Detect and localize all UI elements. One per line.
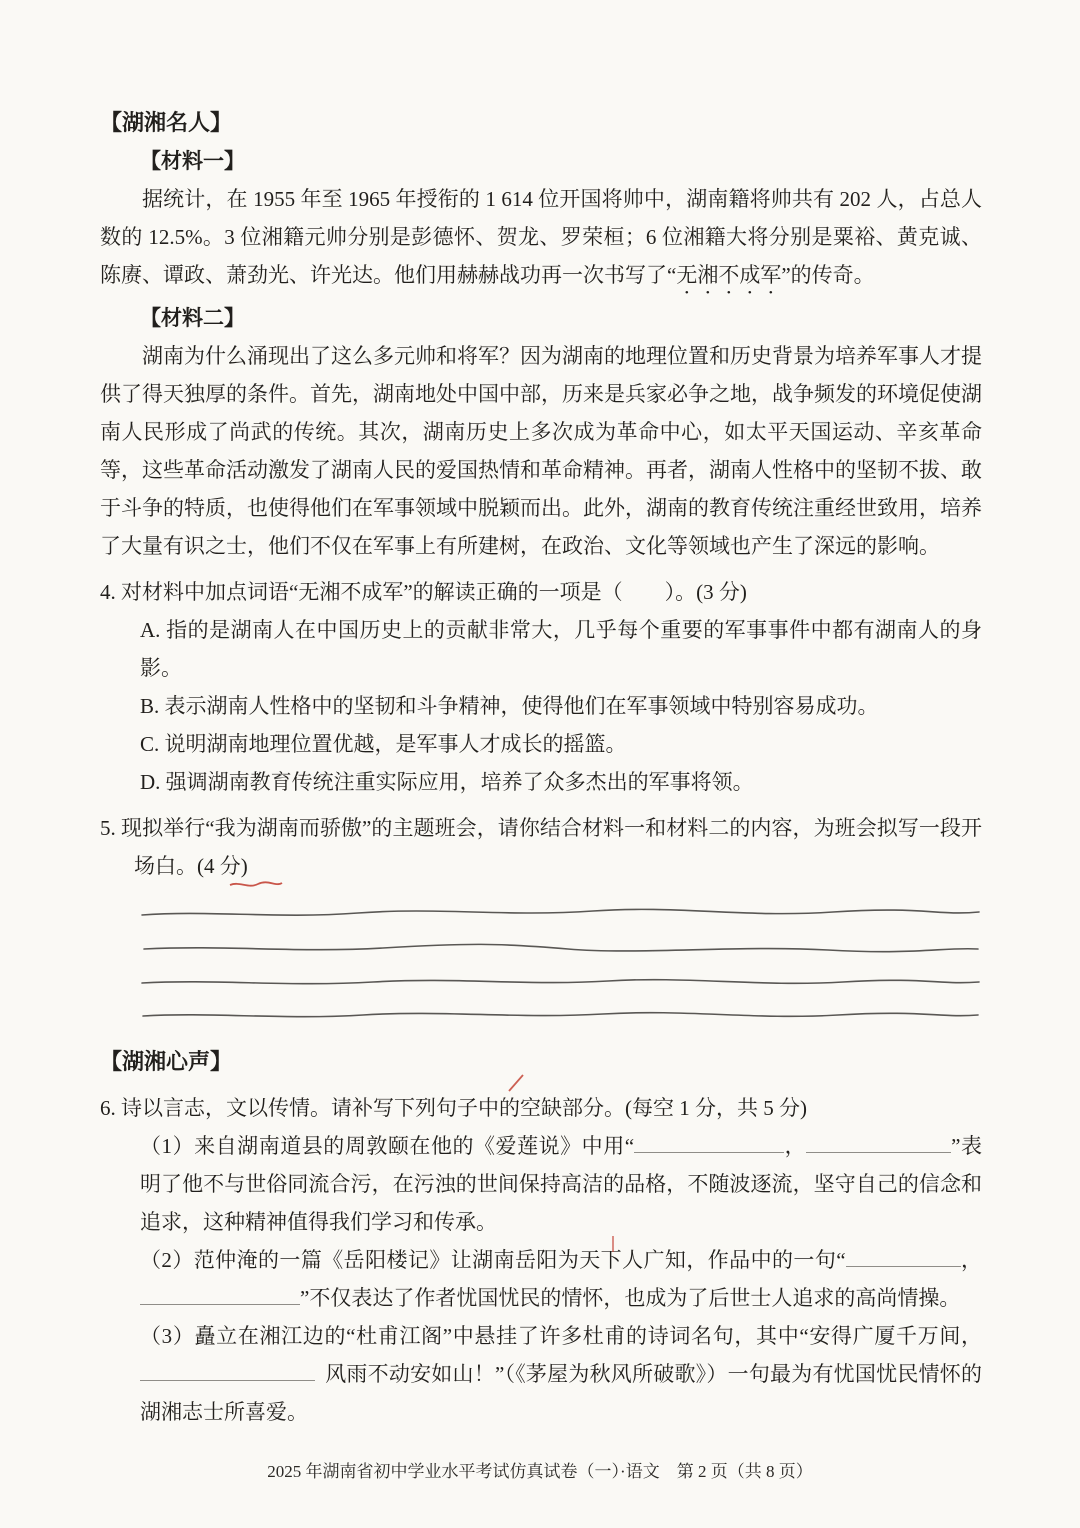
question-4-option-d: D. 强调湖南教育传统注重实际应用，培养了众多杰出的军事将领。 (140, 770, 754, 794)
question-4-stem: 4. 对材料中加点词语“无湘不成军”的解读正确的一项是（ ）。(3 分) (100, 580, 747, 604)
question-4-option-b: B. 表示湖南人性格中的坚韧和斗争精神，使得他们在军事领域中特别容易成功。 (140, 694, 879, 718)
item3-text-post: 风雨不动安如山！”（《茅屋为秋风所破歌》）一句最为有忧国忧民情怀的湖湘志士所喜爱。 (140, 1362, 982, 1424)
question-6-item-3 (140, 1317, 982, 1431)
fill-in-blank (846, 1247, 961, 1267)
fill-in-blank (806, 1133, 951, 1153)
emphasized-phrase: 无湘不成军 (676, 263, 782, 287)
material2-paragraph: 湖南为什么涌现出了这么多元帅和将军？因为湖南的地理位置和历史背景为培养军事人才提供了得天独厚的条件。首先，湖南地处中国中部，历来是兵家必争之地，战争频发的环境促使湖南人民形成了尚武的传统。其次，湖南历史上多次成为革命中心，如太平天国运动、辛亥革命等，这些革命活动激发了湖南人民的爱国热情和革命精神。再者，湖南人性格中的坚韧不拔、敢于斗争的特质，也使得他们在军事领域中脱颖而出。此外，湖南的教育传统注重经世致用，培养了大量有识之士，他们不仅在军事上有所建树，在政治、文化等领域也产生了深远的影响。 (100, 344, 982, 558)
item2-separator: ， (960, 1248, 982, 1272)
fill-in-blank (140, 1361, 315, 1381)
material2-heading: 【材料二】 (140, 306, 245, 330)
question-4-option-c: C. 说明湖南地理位置优越，是军事人才成长的摇篮。 (140, 732, 627, 756)
page-footer: 2025 年湖南省初中学业水平考试仿真试卷（一）·语文 第 2 页（共 8 页） (267, 1462, 813, 1481)
item2-text-post: ”不仅表达了作者忧国忧民的情怀，也成为了后世士人追求的高尚情操。 (300, 1286, 961, 1310)
item1-text-pre: （1）来自湖南道县的周敦颐在他的《爱莲说》中用“ (140, 1134, 635, 1158)
item3-text-pre: （3）矗立在湘江边的“杜甫江阁”中悬挂了许多杜甫的诗词名句，其中“安得广厦千万间， (140, 1324, 982, 1348)
fill-in-blank (140, 1285, 300, 1305)
handwritten-answer-lines (138, 899, 982, 1033)
question-4-option-a: A. 指的是湖南人在中国历史上的贡献非常大，几乎每个重要的军事事件中都有湖南人的身影。 (140, 618, 982, 680)
item2-text-pre: （2）范仲淹的一篇《岳阳楼记》让湖南岳阳为天下人广知，作品中的一句“ (140, 1248, 846, 1272)
question-5-stem: 5. 现拟举行“我为湖南而骄傲”的主题班会，请你结合材料一和材料二的内容，为班会拟写一段开场白。(4 分) (100, 816, 982, 878)
item1-text-post: ”表明了他不与世俗同流合污，在污浊的世间保持高洁的品格，不随波逐流，坚守自己的信念和追求，这种精神值得我们学习和传承。 (140, 1134, 983, 1234)
page-content (100, 104, 982, 1431)
material1-paragraph (100, 180, 982, 299)
material1-text-after: ”的传奇。 (781, 263, 875, 287)
material1-heading: 【材料一】 (140, 149, 245, 173)
fill-in-blank (634, 1133, 784, 1153)
section-heading-huxiang-mingren: 【湖湘名人】 (100, 110, 233, 135)
question-6-stem: 6. 诗以言志，文以传情。请补写下列句子中的空缺部分。(每空 1 分，共 5 分) (100, 1096, 807, 1120)
material1-text-before: 据统计，在 1955 年至 1965 年授衔的 1 614 位开国将帅中，湖南籍将帅共有 202 人，占总人数的 12.5%。3 位湘籍元帅分别是彭德怀、贺龙、罗荣桓；6 位湘籍大将分别是粟裕、黄克诚、陈赓、谭政、萧劲光、许光达。他们用赫赫战功再一次书写了“ (100, 187, 982, 287)
answer-line-strokes (138, 899, 983, 1033)
question-6-item-1 (140, 1127, 982, 1241)
item1-separator: ， (784, 1134, 807, 1158)
question-6-item-2 (140, 1241, 982, 1317)
section-heading-huxiang-xinsheng: 【湖湘心声】 (100, 1049, 233, 1074)
